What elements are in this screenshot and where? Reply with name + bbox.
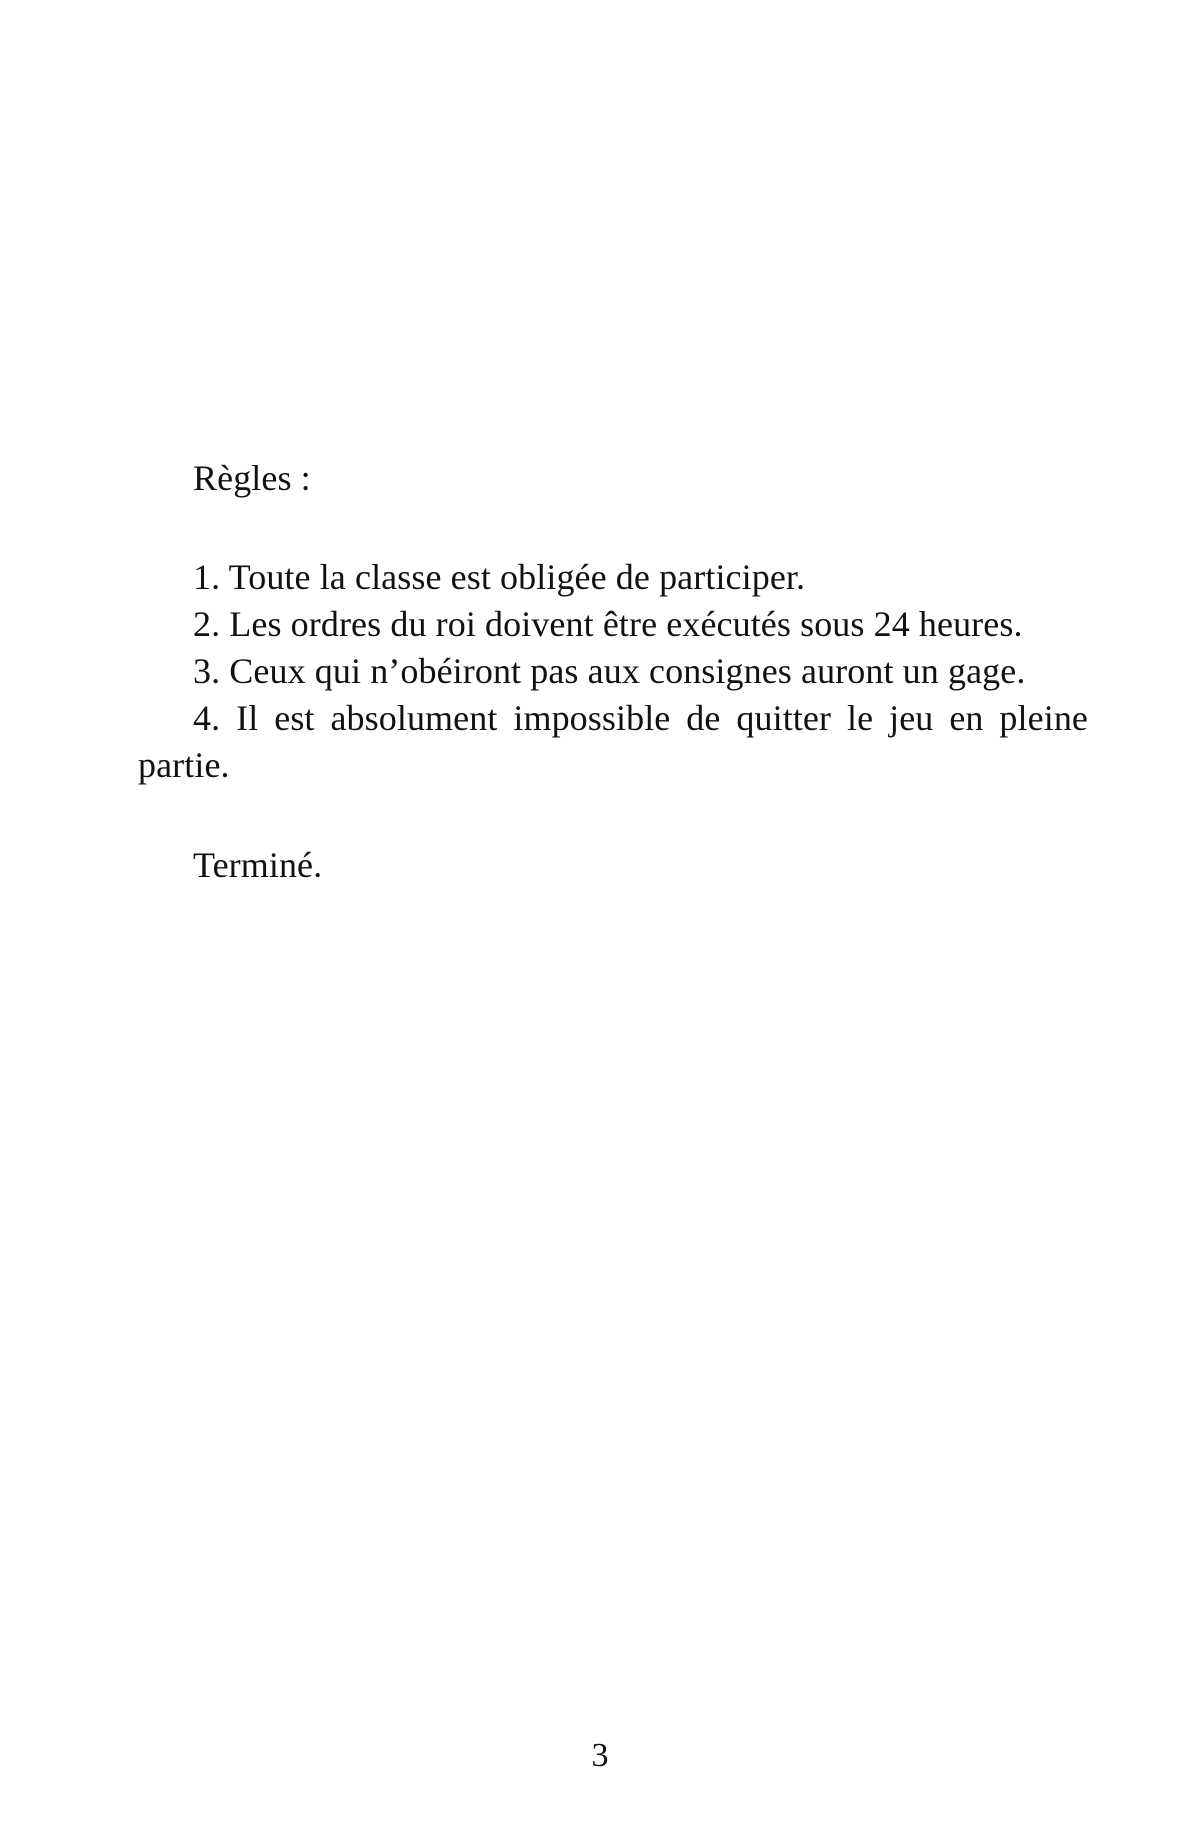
rules-heading-block [138,455,1088,502]
page-number: 3 [591,1737,609,1774]
rule-item-4: 4. Il est absolument impossible de quitter le jeu en pleine partie. [138,698,1088,785]
rule-item-1: 1. Toute la classe est obligée de participer. [193,557,806,597]
rules-list [138,554,1088,789]
closing-text: Terminé. [193,845,323,885]
rules-heading: Règles : [193,458,311,498]
rule-item-2: 2. Les ordres du roi doivent être exécutés sous 24 heures. [193,604,1023,644]
rule-item-3: 3. Ceux qui n’obéiront pas aux consignes auront un gage. [193,651,1026,691]
closing-block [138,842,1088,889]
